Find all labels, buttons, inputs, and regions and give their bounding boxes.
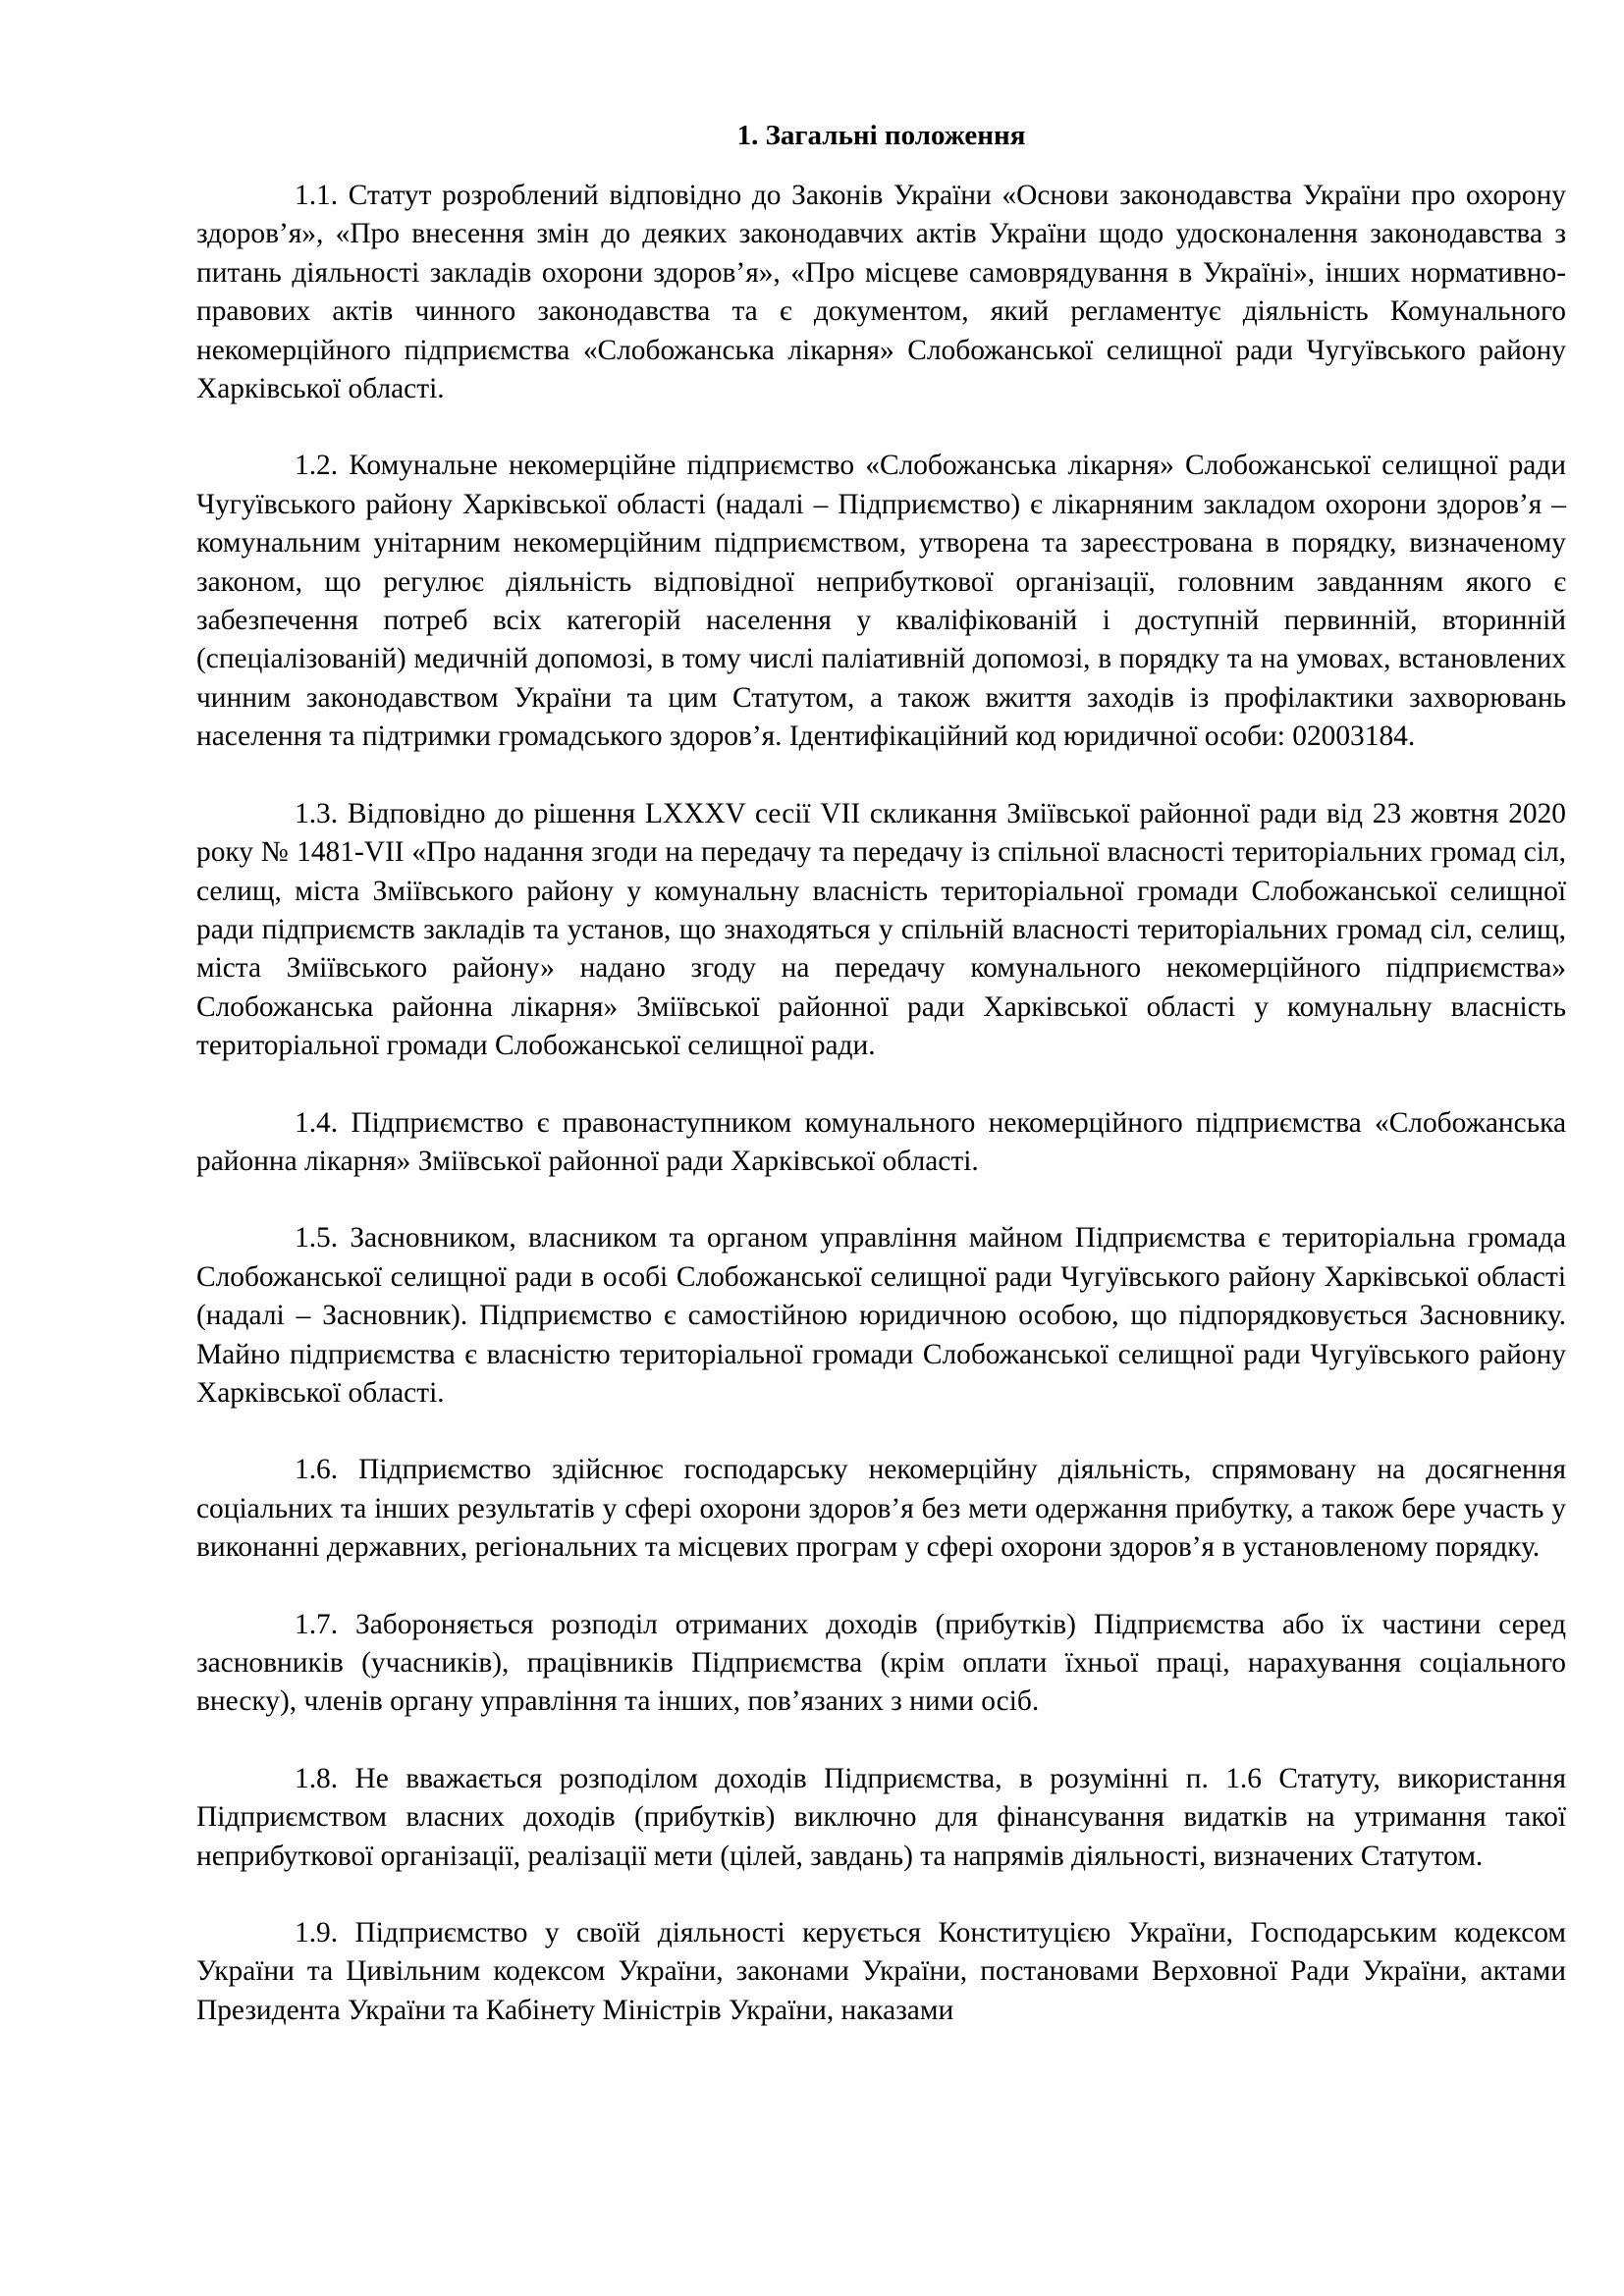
- document-page: [196, 116, 1566, 2068]
- paragraph-1-6: 1.6. Підприємство здійснює господарську некомерційну діяльність, спрямовану на досягнення соціальних та інших результатів у сфері охорони здоров’я без мети одержання прибутку, а також бере участь у виконанні державних, регіональних та місцевих програм у сфері охорони здоров’я в установленому порядку.: [196, 1454, 1566, 1564]
- paragraph-1-4: 1.4. Підприємство є правонаступником комунального некомерційного підприємства «Слобожанська районна лікарня» Зміївської районної ради Харківської області.: [196, 1106, 1566, 1177]
- paragraph-1-1: 1.1. Статут розроблений відповідно до Законів України «Основи законодавства України про охорону здоров’я», «Про внесення змін до деяких законодавчих актів України щодо удосконалення законодавства з питань діяльності закладів охорони здоров’я», «Про місцеве самоврядування в Україні», інших нормативно-правових актів чинного законодавства та є документом, який регламентує діяльність Комунального некомерційного підприємства «Слобожанська лікарня» Слобожанської селищної ради Чугуївського району Харківської області.: [196, 180, 1566, 405]
- paragraph-1-9: 1.9. Підприємство у своїй діяльності керується Конституцією України, Господарським кодексом України та Цивільним кодексом України, законами України, постановами Верховної Ради України, актами Президента України та Кабінету Міністрів України, наказами: [196, 1917, 1566, 2026]
- paragraph-1-2: 1.2. Комунальне некомерційне підприємство «Слобожанська лікарня» Слобожанської селищної ради Чугуївського району Харківської області (надалі – Підприємство) є лікарняним закладом охорони здоров’я – комунальним унітарним некомерційним підприємством, утворена та зареєстрована в порядку, визначеному законом, що регулює діяльність відповідної неприбуткової організації, головним завданням якого є забезпечення потреб всіх категорій населення у кваліфікованій і доступній первинній, вторинній (спеціалізованій) медичній допомозі, в тому числі паліативній допомозі, в порядку та на умовах, встановлених чинним законодавством України та цим Статутом, а також вжиття заходів із профілактики захворювань населення та підтримки громадського здоров’я. Ідентифікаційний код юридичної особи: 02003184.: [196, 450, 1566, 753]
- paragraph-1-3: 1.3. Відповідно до рішення LXXXV сесії VII скликання Зміївської районної ради від 23 жовтня 2020 року № 1481-VII «Про надання згоди на передачу та передачу із спільної власності територіальних громад сіл, селищ, міста Зміївського району у комунальну власність територіальної громади Слобожанської селищної ради підприємств закладів та установ, що знаходяться у спільній власності територіальних громад сіл, селищ, міста Зміївського району» надано згоду на передачу комунального некомерційного підприємства» Слобожанська районна лікарня» Зміївської районної ради Харківської області у комунальну власність територіальної громади Слобожанської селищної ради.: [196, 797, 1566, 1062]
- paragraph-1-7: 1.7. Забороняється розподіл отриманих доходів (прибутків) Підприємства або їх частини серед засновників (учасників), працівників Підприємства (крім оплати їхньої праці, нарахування соціального внеску), членів органу управління та інших, пов’язаних з ними осіб.: [196, 1608, 1566, 1718]
- paragraph-1-5: 1.5. Засновником, власником та органом управління майном Підприємства є територіальна громада Слобожанської селищної ради в особі Слобожанської селищної ради Чугуївського району Харківської області (надалі – Засновник). Підприємство є самостійною юридичною особою, що підпорядковується Засновнику. Майно підприємства є власністю територіальної громади Слобожанської селищної ради Чугуївського району Харківської області.: [196, 1222, 1566, 1409]
- section-title: 1. Загальні положення: [736, 120, 1026, 151]
- paragraph-1-8: 1.8. Не вважається розподілом доходів Підприємства, в розумінні п. 1.6 Статуту, використання Підприємством власних доходів (прибутків) виключно для фінансування видатків на утримання такої неприбуткової організації, реалізації мети (цілей, завдань) та напрямів діяльності, визначених Статутом.: [196, 1762, 1566, 1872]
